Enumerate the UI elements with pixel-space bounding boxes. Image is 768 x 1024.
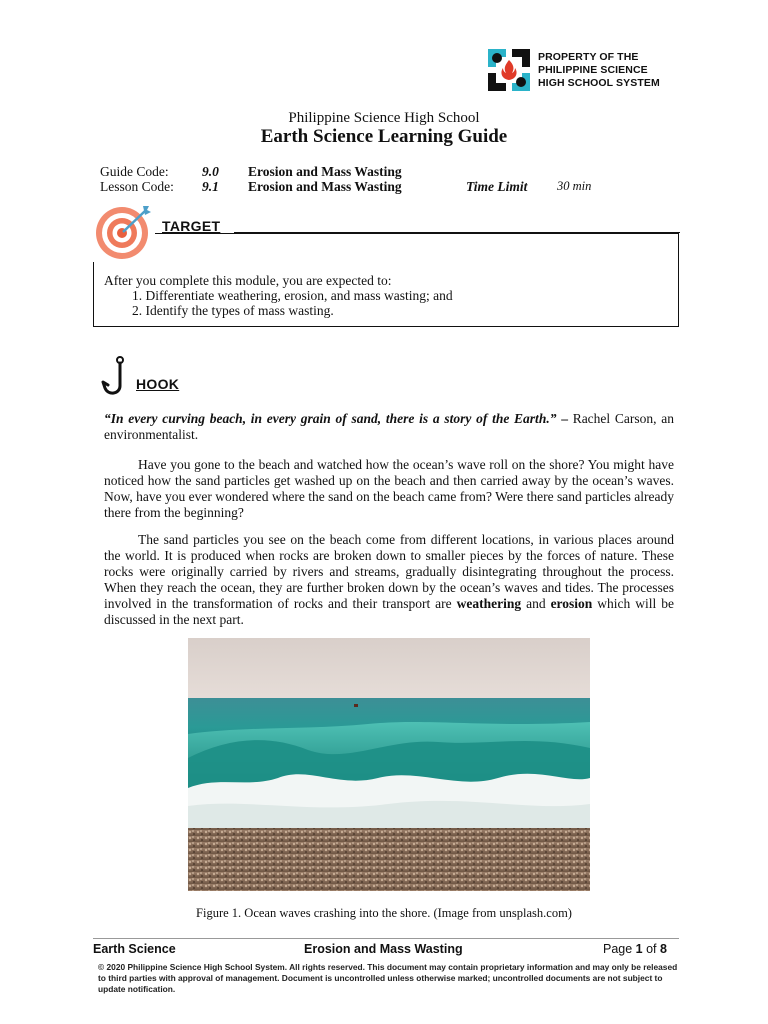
page-total: 8 <box>660 942 667 956</box>
logo-text-line: HIGH SCHOOL SYSTEM <box>538 76 660 89</box>
target-intro: After you complete this module, you are expected to: <box>104 273 392 288</box>
guide-code-label: Guide Code: <box>100 164 169 179</box>
lesson-code-title: Erosion and Mass Wasting <box>248 179 402 194</box>
hook-heading: HOOK <box>136 376 180 392</box>
hook-paragraph-1: Have you gone to the beach and watched how the ocean’s wave roll on the shore? You might have noticed how the sand particles get washed up on the beach and then carried away by the ocean’s waves. Now, have you ever wondered where the sand on the beach came from? Were there sand particles already there from the beginning? <box>104 457 674 520</box>
pshs-logo <box>484 44 676 96</box>
keyword-weathering: weathering <box>456 596 522 611</box>
time-limit-value: 30 min <box>557 179 592 193</box>
ocean-waves-photo <box>188 638 590 891</box>
time-limit-label: Time Limit <box>466 179 528 194</box>
logo-text-line: PHILIPPINE SCIENCE <box>538 63 648 76</box>
paragraph-text: and <box>521 596 551 611</box>
keyword-erosion: erosion <box>550 596 593 611</box>
target-icon <box>93 200 155 262</box>
guide-code-row <box>0 164 768 180</box>
guide-code-number: 9.0 <box>202 164 219 179</box>
page-prefix: Page <box>603 942 636 956</box>
lesson-code-label: Lesson Code: <box>100 179 174 194</box>
footer-rule <box>93 938 679 939</box>
guide-title: Earth Science Learning Guide <box>260 126 508 147</box>
paragraph-text: which will be discussed in the next part. <box>104 596 674 627</box>
hook-icon <box>100 356 130 398</box>
page-current: 1 <box>635 942 643 956</box>
footer-page-number <box>603 942 667 956</box>
target-heading: TARGET <box>162 218 221 234</box>
pshs-emblem-icon <box>484 45 534 95</box>
footer-subject: Earth Science <box>93 942 176 956</box>
quote-text: “In every curving beach, in every grain of sand, there is a story of the Earth.” <box>104 411 557 426</box>
copyright-notice: © 2020 Philippine Science High School System. All rights reserved. This document may contain proprietary information and may only be released to third parties with approval of management. Document is uncontrolled unless otherwise marked; uncontrolled documents are not subject to update notification. <box>98 962 678 994</box>
logo-text-line: PROPERTY OF THE <box>538 50 639 63</box>
footer-topic: Erosion and Mass Wasting <box>304 942 463 956</box>
school-name: Philippine Science High School <box>288 110 480 126</box>
quote-dash: – <box>556 411 573 426</box>
target-item: 2. Identify the types of mass wasting. <box>132 303 334 318</box>
hook-quote <box>104 411 674 443</box>
target-rule <box>234 232 680 233</box>
lesson-code-row <box>0 179 768 195</box>
paragraph-text: The sand particles you see on the beach come from different locations, in various places around the world. It is produced when rocks are broken down to smaller pieces by the forces of nature. These rocks were originally carried by rivers and streams, gradually disintegrating throughout the process. When they reach the ocean, they are further broken down by the ocean’s waves and tides. The processes involved in the transformation of rocks and their transport are <box>104 532 674 611</box>
guide-code-title: Erosion and Mass Wasting <box>248 164 402 179</box>
page-of: of <box>642 942 660 956</box>
hook-paragraph-2 <box>104 532 674 628</box>
figure-caption: Figure 1. Ocean waves crashing into the shore. (Image from unsplash.com) <box>196 906 572 920</box>
lesson-code-number: 9.1 <box>202 179 219 194</box>
quote-author: Rachel Carson, an environmentalist. <box>104 411 675 442</box>
target-item: 1. Differentiate weathering, erosion, and mass wasting; and <box>132 288 453 303</box>
